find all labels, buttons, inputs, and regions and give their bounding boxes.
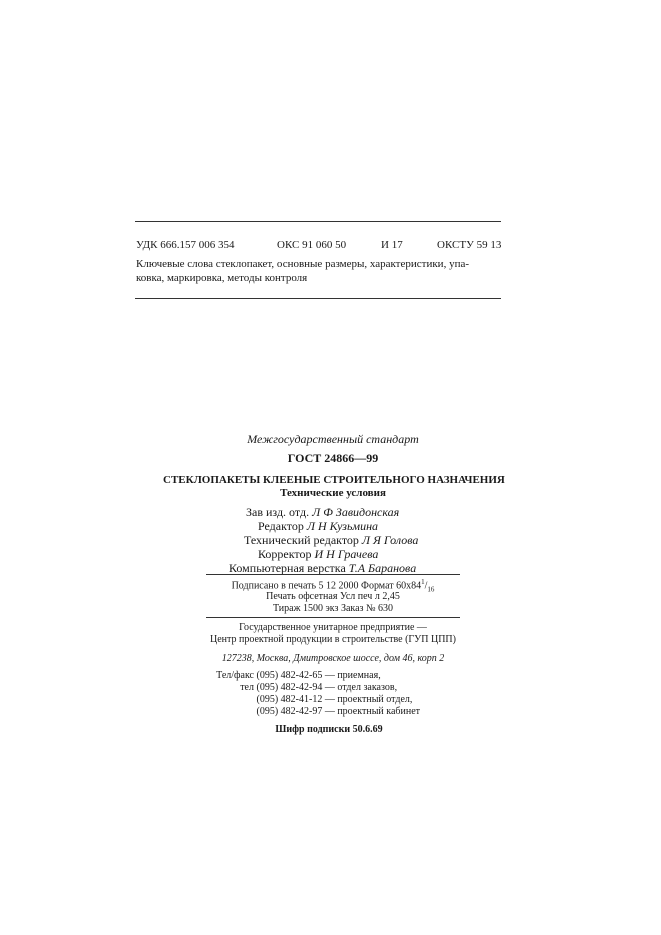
staff-line-2	[258, 519, 378, 534]
contact-number: (095) 482-42-65	[256, 670, 323, 681]
top-rule	[135, 221, 501, 222]
staff-line-3	[244, 533, 418, 548]
contact-desc: — приемная,	[324, 670, 381, 681]
format-sup: 1	[421, 578, 425, 586]
staff-role: Корректор	[258, 547, 312, 561]
staff-name: Л Я Голова	[361, 533, 419, 547]
contact-number: (095) 482-42-97	[256, 706, 323, 717]
contact-desc: — проектный отдел,	[324, 694, 413, 705]
staff-name: Л Н Кузьмина	[306, 519, 379, 533]
contact-label: тел	[240, 682, 254, 693]
publisher-address: 127238, Москва, Дмитровское шоссе, дом 46, корп 2	[221, 653, 445, 664]
publisher-line-1: Государственное унитарное предприятие —	[239, 622, 427, 633]
contact-row	[214, 706, 420, 717]
oks-code: ОКС 91 060 50	[277, 239, 347, 251]
keywords-line-1: Ключевые слова стеклопакет, основные размеры, характеристики, упа-	[136, 258, 470, 270]
contact-number: (095) 482-41-12	[256, 694, 323, 705]
staff-name: И Н Грачева	[314, 547, 379, 561]
keywords-bottom-rule	[135, 298, 501, 299]
okstu-code: ОКСТУ 59 13	[437, 239, 502, 251]
print-signed: Подписано в печать 5 12 2000 Формат $60х84^1/_{16}$	[231, 578, 435, 594]
staff-role: Компьютерная верстка	[229, 561, 346, 575]
standard-category: Межгосударственный стандарт	[247, 432, 419, 446]
contact-label: Тел/факс	[216, 670, 254, 681]
staff-name: Т.А Баранова	[348, 561, 417, 575]
print-signed-text: Подписано в печать 5 12 2000 Формат 60х84	[231, 580, 422, 592]
standard-code: ГОСТ 24866—99	[287, 451, 379, 465]
index-code: И 17	[381, 239, 403, 251]
standard-title: СТЕКЛОПАКЕТЫ КЛЕЕНЫЕ СТРОИТЕЛЬНОГО НАЗНАЧЕНИЯ	[163, 474, 505, 486]
print-run: Тираж 1500 экз Заказ № 630	[272, 603, 394, 614]
staff-line-4	[258, 547, 378, 562]
udk-code: УДК 666.157 006 354	[136, 239, 235, 251]
subscription-cipher: Шифр подписки 50.6.69	[275, 724, 383, 735]
contact-desc: — отдел заказов,	[324, 682, 398, 693]
contact-row	[214, 682, 397, 693]
standard-subtitle: Технические условия	[280, 487, 386, 499]
print-sheets: Печать офсетная Усл печ л 2,45	[266, 591, 400, 602]
contact-number: (095) 482-42-94	[256, 682, 323, 693]
format-sub: 16	[427, 585, 435, 594]
imprint-rule-2	[206, 617, 460, 618]
staff-role: Технический редактор	[244, 533, 359, 547]
publisher-line-2: Центр проектной продукции в строительстве (ГУП ЦПП)	[210, 634, 456, 645]
imprint-rule-1	[206, 574, 460, 575]
staff-role: Зав изд. отд.	[246, 505, 310, 519]
staff-name: Л Ф Завидонская	[312, 505, 400, 519]
contact-desc: — проектный кабинет	[324, 706, 421, 717]
contact-row	[214, 670, 381, 681]
keywords-line-2: ковка, маркировка, методы контроля	[136, 272, 308, 284]
staff-role: Редактор	[258, 519, 304, 533]
contact-row	[214, 694, 412, 705]
staff-line-1	[246, 505, 399, 520]
